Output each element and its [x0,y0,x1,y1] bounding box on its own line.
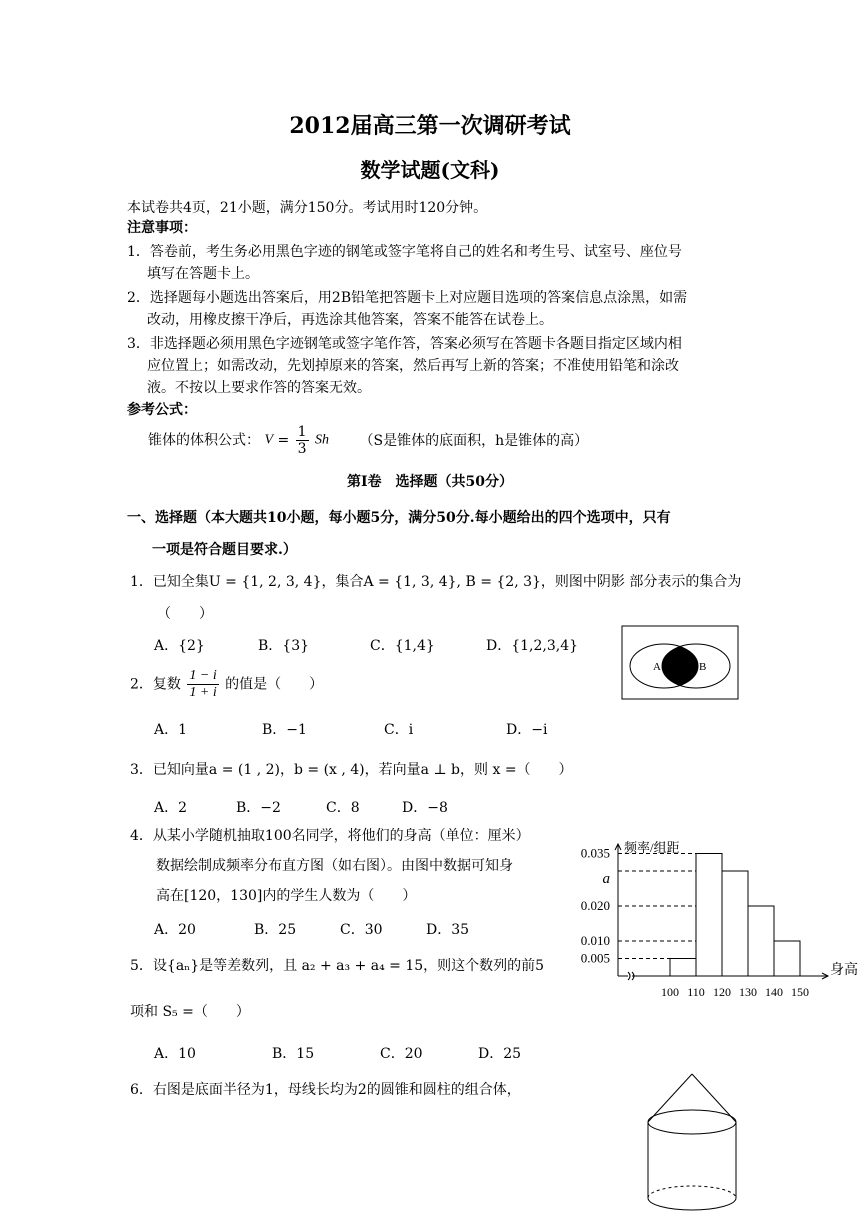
formula-prefix: 锥体的体积公式： [148,432,260,449]
note-3-line-2: 应位置上；如需改动，先划掉原来的答案，然后再写上新的答案；不准使用铅笔和涂改 [147,358,679,374]
histogram-x-tick-label: 120 [713,985,731,999]
histogram-y-tick-label: 0.020 [580,898,610,913]
histogram-y-tick-label: 0.005 [580,950,610,966]
histogram-x-axis-label: 身高 [830,963,858,978]
q2-prefix: 2．复数 [130,676,181,693]
histogram-bar-140-150 [774,941,800,976]
q4-option-c: C．30 [340,922,383,938]
q3-option-b: B．−2 [236,800,281,816]
note-1-line-2: 填写在答题卡上。 [147,266,259,282]
q4-line-1: 4．从某小学随机抽取100名同学，将他们的身高（单位：厘米） [130,828,530,844]
exam-info: 本试卷共4页，21小题，满分150分。考试用时120分钟。 [127,200,488,216]
formula-numerator: 1 [297,424,307,440]
cylinder-bottom-front [648,1198,736,1210]
q4-option-a: A．20 [154,922,196,938]
q5-line-1: 5．设{aₙ}是等差数列，且 a₂ + a₃ + a₄ = 15，则这个数列的前5 [130,958,545,974]
q4-line-3: 高在[120，130]内的学生人数为（ ） [156,888,417,904]
q4-option-d: D．35 [426,922,470,938]
histogram-x-tick-label: 150 [791,985,809,999]
q2-fraction [187,668,218,701]
histogram-y-tick-label: 0.010 [580,933,610,948]
q2-suffix: 的值是（ ） [225,676,324,693]
cone-left-edge [648,1074,692,1122]
note-2-line-1: 2．选择题每小题选出答案后，用2B铅笔把答题卡上对应题目选项的答案信息点涂黑，如需 [127,290,688,306]
q2-option-a: A．1 [154,722,188,738]
histogram-x-tick-label: 140 [765,985,783,999]
q3-option-c: C．8 [326,800,360,816]
formula-equals: = [277,432,290,449]
formula-rhs: Sh [315,432,330,448]
histogram-x-tick-label: 110 [687,985,705,999]
q1-option-c: C．{1,4} [370,638,435,654]
section-heading-line-2: 一项是符合题目要求.） [152,542,297,558]
formula-denominator: 3 [297,441,307,457]
note-2-line-2: 改动，用橡皮擦干净后，再选涂其他答案，答案不能答在试卷上。 [147,312,553,328]
q3-stem: 3．已知向量a = (1 , 2)，b = (x , 4)，若向量a ⊥ b，则 x =（ ） [130,762,573,778]
cone-right-edge [692,1074,736,1122]
q1-paren: （ ） [157,606,213,622]
q5-line-2: 项和 S₅ =（ ） [130,1004,250,1020]
histogram-bar-130-140 [748,906,774,976]
q2-denominator: 1 + i [189,685,217,700]
cylinder-bottom-back [648,1186,736,1198]
cylinder-top-ellipse [648,1110,736,1134]
cone-volume-formula [148,424,588,457]
histogram-y-axis-label: 频率/组距 [624,840,680,855]
formula-note: （S是锥体的底面积，h是锥体的高） [359,432,589,449]
venn-diagram [620,625,740,701]
exam-title: 2012届高三第一次调研考试 [289,113,571,139]
exam-subtitle: 数学试题(文科) [360,158,500,182]
cone-cylinder-figure [640,1070,760,1216]
histogram-y-tick-label: a [602,871,610,887]
q5-option-c: C．20 [380,1046,423,1062]
histogram-bar-110-120 [696,854,722,977]
histogram-bar-100-110 [670,959,696,977]
notes-heading: 注意事项： [127,220,197,236]
note-3-line-3: 液。不按以上要求作答的答案无效。 [147,380,371,396]
q6-line-1: 6．右图是底面半径为1，母线长均为2的圆锥和圆柱的组合体， [130,1082,521,1098]
note-3-line-1: 3．非选择题必须用黑色字迹钢笔或签字笔作答，答案必须写在答题卡各题目指定区域内相 [127,336,682,352]
q1-stem: 1．已知全集U = {1, 2, 3, 4}，集合A = {1, 3, 4}, B = {2, 3}，则图中阴影 部分表示的集合为 [130,574,742,590]
q1-option-a: A．{2} [154,638,205,654]
formula-lhs: V [264,432,274,448]
q2-stem [130,668,323,701]
q3-option-a: A．2 [154,800,188,816]
histogram-x-tick-label: 100 [661,985,679,999]
formula-heading: 参考公式： [127,402,197,418]
section-heading-line-1: 一、选择题（本大题共10小题，每小题5分，满分50分.每小题给出的四个选项中，只有 [127,510,671,526]
histogram-y-tick-label: 0.035 [580,845,610,861]
q4-option-b: B．25 [254,922,297,938]
note-1-line-1: 1．答卷前，考生务必用黑色字迹的钢笔或签字笔将自己的姓名和考生号、试室号、座位号 [127,244,682,260]
histogram-bar-120-130 [722,871,748,976]
q2-numerator: 1 − i [189,668,217,683]
q5-option-d: D．25 [478,1046,522,1062]
q1-option-d: D．{1,2,3,4} [486,638,579,654]
venn-label-a: A [653,661,661,673]
q4-line-2: 数据绘制成频率分布直方图（如右图）。由图中数据可知身 [156,858,513,874]
q2-option-d: D．−i [506,722,548,738]
q2-option-b: B．−1 [262,722,307,738]
formula-fraction [296,424,309,457]
q3-option-d: D．−8 [402,800,448,816]
section-title: 第Ⅰ卷 选择题（共50分） [346,474,514,490]
histogram-x-tick-label: 130 [739,985,757,999]
q5-option-a: A．10 [154,1046,196,1062]
q5-option-b: B．15 [272,1046,315,1062]
q2-option-c: C．i [384,722,414,738]
q1-option-b: B．{3} [258,638,310,654]
frequency-histogram [570,834,858,1002]
venn-label-b: B [699,661,707,673]
